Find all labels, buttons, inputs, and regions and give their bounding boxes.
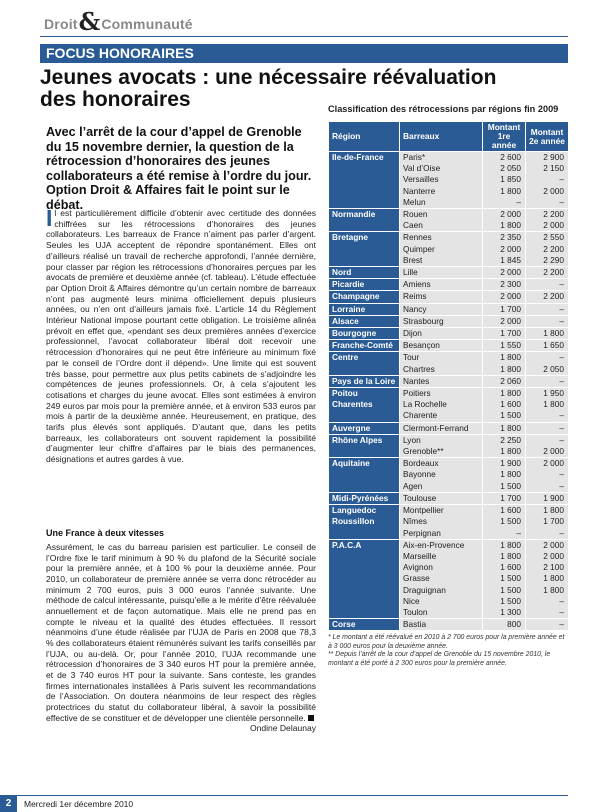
montant-1-value: 1 800	[500, 539, 521, 550]
montant-2-value: 1 700	[543, 516, 564, 527]
article-body-part2-text: Assurément, le cas du barreau parisien est particulier. Le conseil de l’Ordre fixe le tarif minimum à 90 % du plafond de la Sécurité sociale pour la première année, et à 100 % pour la deuxième année. Pour 2010, un collaborateur de première année se verra donc rétrocéder au minimum 2 700 euros, puis 3 000 euros l’année suivante. Une méthode de calcul intéressante, puisqu’elle a le mérite d’être réévaluée annuellement et de façon automatique. Mais elle ne prend pas en compte le niveau et la qualité des études effectuées. Il ressort néanmoins d’une étude réalisée par l’UJA de Paris en 2008 que 78,3 % des collaborateurs étaient rémunérés suivant les tarifs conseillés par l’UJA, ou au-delà. Or, pour l’année 2010, l’UJA recommande une rétrocession d’honoraires de 3 340 euros HT pour la première année, et de 3 740 euros HT pour la suivante. Sans conteste, les grandes firmes internationales installées à Paris suivent les recommandations de l’Association. On doutera néanmoins de leur respect des règles protectrices du statut du collaborateur libéral, à savoir la possibilité effective de se constituer et de développer une clientèle personnelle.	[46, 542, 316, 723]
table-row	[329, 340, 569, 352]
barreau-name: Toulouse	[403, 492, 437, 503]
region-cell: Lorraine	[329, 303, 400, 315]
montant-1-value: 1 800	[500, 185, 521, 196]
barreau-name: Charente	[403, 410, 438, 421]
m2-cell	[526, 279, 569, 291]
m2-cell	[526, 291, 569, 303]
barreau-name: Quimper	[403, 243, 435, 254]
barreaux-cell	[400, 458, 483, 493]
montant-2-value: –	[559, 606, 564, 617]
montant-2-value: –	[559, 315, 564, 326]
table-row	[329, 492, 569, 504]
montant-2-value: –	[559, 434, 564, 445]
montant-1-value: 2 000	[500, 243, 521, 254]
m2-cell	[526, 340, 569, 352]
m1-cell	[483, 291, 526, 303]
montant-1-value: 2 060	[500, 375, 521, 386]
m1-cell	[483, 279, 526, 291]
brand-word-communaute: Communauté	[101, 16, 193, 32]
col-header-region: Région	[329, 122, 400, 152]
m2-cell	[526, 388, 569, 423]
m1-cell	[483, 209, 526, 232]
barreau-name: Amiens	[403, 279, 431, 290]
montant-2-value: 1 950	[543, 388, 564, 399]
barreaux-cell	[400, 539, 483, 618]
montant-2-value: 1 800	[543, 505, 564, 516]
table-row	[329, 375, 569, 387]
barreau-name: Avignon	[403, 562, 433, 573]
barreaux-cell	[400, 209, 483, 232]
m1-cell	[483, 434, 526, 457]
barreau-name: Dijon	[403, 328, 422, 339]
footer-rule	[0, 795, 568, 796]
barreau-name: Aix-en-Provence	[403, 539, 465, 550]
montant-1-value: 1 500	[500, 595, 521, 606]
table-row	[329, 328, 569, 340]
montant-2-value: –	[559, 527, 564, 538]
barreau-name: Val d’Oise	[403, 163, 441, 174]
article-body-part1: Il est particulièrement difficile d’obtenir avec certitude des données chiffrées sur les rétrocessions d’honoraires des jeunes collaborateurs. Les barreaux de France n’aiment pas parler d’argent. Seules les UJA acceptent de répondre spontanément. Elles ont d’ailleurs réalisé un travail de recherche approfondi, l’année dernière, pour classer par région les rétrocessions d’honoraires perçues par les avocats de première et deuxième année (cf. tableau). L’étude effectuée par Option Droit & Affaires démontre qu’un certain nombre de barreaux n’ont pas augmenté leurs minima officiellement depuis plusieurs années, ou n’en ont d’ailleurs jamais fixé. L’article 14 du Règlement Intérieur National impose pourtant cette obligation. Le troisième alinéa prévoit en effet que, «pendant ses deux premières années d’exercice professionnel, l’avocat collaborateur libéral doit recevoir une rétrocession d’honoraires qui ne peut être inférieure au minimum fixé par le conseil de l’Ordre dont il dépend». Une limite qui est souvent très basse, pour permettre aux plus petits cabinets de s’adjoindre les compétences de jeunes professionnels. Or, à cela s’ajoutent les cotisations et charges du jeune avocat. Elles sont estimées à environ 249 euros par mois pour la première année, et à environ 533 euros par mois à partir de la deuxième année. Heureusement, en pratique, des tarifs plus élevés sont appliqués. D’autant que, dans les petits barreaux, les collaborateurs ont souvent rapidement la possibilité d’augmenter leur chiffre d’affaires par le biais des permanences, désignations et autres gardes à vue.	[46, 205, 316, 465]
montant-2-value: –	[559, 469, 564, 480]
barreau-name: Strasbourg	[403, 315, 444, 326]
barreau-name: Grenoble**	[403, 446, 444, 457]
region-cell: Bourgogne	[329, 328, 400, 340]
article-lead: Avec l’arrêt de la cour d’appel de Grenoble du 15 novembre dernier, la question de la rétrocession d’honoraires des jeunes collaborateurs a été remise à l’ordre du jour. Option Droit & Affaires fait le point sur le débat.	[46, 125, 312, 212]
barreau-name: Nantes	[403, 375, 430, 386]
m1-cell	[483, 505, 526, 540]
m2-cell	[526, 505, 569, 540]
header-rule	[40, 36, 568, 37]
issue-date: Mercredi 1er décembre 2010	[24, 799, 134, 809]
region-cell: Corse	[329, 619, 400, 631]
barreaux-cell	[400, 152, 483, 209]
table-row	[329, 209, 569, 232]
table-row	[329, 279, 569, 291]
page-number: 2	[0, 795, 17, 812]
barreau-name: Paris*	[403, 152, 426, 162]
barreau-name: Bastia	[403, 619, 427, 630]
montant-2-value: –	[559, 196, 564, 207]
table-row	[329, 388, 569, 423]
table-row	[329, 267, 569, 279]
barreau-name: Lyon	[403, 434, 421, 445]
barreaux-cell	[400, 619, 483, 631]
article-body-part2	[46, 542, 316, 734]
montant-2-value: 2 290	[543, 254, 564, 265]
montant-1-value: 2 000	[500, 315, 521, 326]
barreau-name: Chartres	[403, 363, 435, 374]
m1-cell	[483, 619, 526, 631]
m1-cell	[483, 458, 526, 493]
table-row	[329, 458, 569, 493]
montant-1-value: 1 850	[500, 174, 521, 185]
montant-1-value: 1 800	[500, 352, 521, 363]
montant-1-value: 1 800	[500, 550, 521, 561]
barreaux-cell	[400, 291, 483, 303]
m1-cell	[483, 315, 526, 327]
table-header-row	[329, 122, 569, 152]
barreau-name: Agen	[403, 480, 423, 491]
montant-2-value: 2 000	[543, 446, 564, 457]
montant-2-value: 2 000	[543, 539, 564, 550]
m2-cell	[526, 352, 569, 375]
montant-1-value: 1 800	[500, 388, 521, 399]
barreau-name: Nice	[403, 595, 420, 606]
barreaux-cell	[400, 328, 483, 340]
barreaux-cell	[400, 267, 483, 279]
retrocession-table-panel	[328, 104, 568, 668]
barreau-name: Lille	[403, 267, 418, 278]
barreau-name: Nancy	[403, 303, 427, 314]
m1-cell	[483, 328, 526, 340]
m2-cell	[526, 375, 569, 387]
region-cell: Centre	[329, 352, 400, 375]
montant-1-value: 1 800	[500, 422, 521, 433]
table-row	[329, 352, 569, 375]
montant-2-value: 2 000	[543, 185, 564, 196]
montant-1-value: 2 000	[500, 209, 521, 220]
barreau-name: Poitiers	[403, 388, 431, 399]
barreaux-cell	[400, 505, 483, 540]
m2-cell	[526, 315, 569, 327]
montant-1-value: 1 500	[500, 584, 521, 595]
m1-cell	[483, 388, 526, 423]
montant-2-value: 2 900	[543, 152, 564, 162]
barreau-name: Perpignan	[403, 527, 441, 538]
barreaux-cell	[400, 232, 483, 267]
barreau-name: Grasse	[403, 573, 430, 584]
col-header-montant-1: Montant 1re année	[483, 122, 526, 152]
m1-cell	[483, 303, 526, 315]
barreaux-cell	[400, 315, 483, 327]
article-author: Ondine Delaunay	[249, 723, 316, 734]
montant-2-value: –	[559, 595, 564, 606]
table-row	[329, 315, 569, 327]
table-row	[329, 619, 569, 631]
barreau-name: Reims	[403, 291, 427, 302]
montant-2-value: –	[559, 619, 564, 630]
m1-cell	[483, 340, 526, 352]
montant-1-value: 1 845	[500, 254, 521, 265]
montant-2-value: 2 000	[543, 458, 564, 469]
montant-1-value: 2 350	[500, 232, 521, 243]
montant-1-value: 1 900	[500, 458, 521, 469]
montant-2-value: 1 900	[543, 492, 564, 503]
region-cell: Picardie	[329, 279, 400, 291]
montant-2-value: 1 800	[543, 328, 564, 339]
barreaux-cell	[400, 388, 483, 423]
m2-cell	[526, 619, 569, 631]
barreau-name: Montpellier	[403, 505, 444, 516]
montant-1-value: 1 700	[500, 492, 521, 503]
m2-cell	[526, 539, 569, 618]
montant-1-value: 1 500	[500, 573, 521, 584]
montant-2-value: 1 800	[543, 399, 564, 410]
barreau-name: Bayonne	[403, 469, 436, 480]
table-caption: Classification des rétrocessions par régions fin 2009	[328, 104, 559, 114]
montant-1-value: 800	[507, 619, 521, 630]
montant-2-value: 2 150	[543, 163, 564, 174]
m2-cell	[526, 152, 569, 209]
barreaux-cell	[400, 279, 483, 291]
region-cell: P.A.C.A	[329, 539, 400, 618]
montant-1-value: 1 600	[500, 562, 521, 573]
montant-1-value: 2 250	[500, 434, 521, 445]
barreau-name: La Rochelle	[403, 399, 447, 410]
montant-2-value: 2 000	[543, 220, 564, 231]
col-header-montant-2: Montant 2e année	[526, 122, 569, 152]
region-cell: Franche-Comté	[329, 340, 400, 352]
montant-1-value: 2 000	[500, 291, 521, 302]
montant-1-value: –	[516, 527, 521, 538]
m1-cell	[483, 375, 526, 387]
montant-2-value: 2 100	[543, 562, 564, 573]
m1-cell	[483, 267, 526, 279]
montant-1-value: 1 500	[500, 410, 521, 421]
table-notes	[328, 634, 568, 668]
table-body	[329, 152, 569, 631]
montant-2-value: –	[559, 422, 564, 433]
montant-1-value: 2 300	[500, 279, 521, 290]
section-kicker: FOCUS HONORAIRES	[40, 44, 568, 63]
barreau-name: Brest	[403, 254, 423, 265]
montant-2-value: 1 800	[543, 573, 564, 584]
region-cell: Alsace	[329, 315, 400, 327]
region-cell: Normandie	[329, 209, 400, 232]
montant-1-value: –	[516, 196, 521, 207]
montant-2-value: 2 550	[543, 232, 564, 243]
brand-logo	[44, 7, 193, 36]
barreau-name: Caen	[403, 220, 423, 231]
montant-1-value: 1 800	[500, 446, 521, 457]
table-row	[329, 505, 569, 540]
montant-1-value: 1 800	[500, 469, 521, 480]
montant-1-value: 1 600	[500, 505, 521, 516]
montant-2-value: 2 200	[543, 267, 564, 278]
barreau-name: Besançon	[403, 340, 440, 351]
montant-1-value: 1 800	[500, 220, 521, 231]
barreau-name: Nîmes	[403, 516, 427, 527]
montant-2-value: 2 050	[543, 363, 564, 374]
region-cell: Nord	[329, 267, 400, 279]
montant-2-value: –	[559, 410, 564, 421]
montant-1-value: 1 300	[500, 606, 521, 617]
montant-1-value: 2 050	[500, 163, 521, 174]
region-cell: Champagne	[329, 291, 400, 303]
table-note-2: ** Depuis l’arrêt de la cour d’appel de Grenoble du 15 novembre 2010, le montant a été porté à 2 300 euros pour la première année.	[328, 651, 551, 667]
region-cell: Bretagne	[329, 232, 400, 267]
montant-1-value: 2 600	[500, 152, 521, 162]
m2-cell	[526, 328, 569, 340]
barreaux-cell	[400, 340, 483, 352]
region-cell: Midi-Pyrénées	[329, 492, 400, 504]
barreau-name: Melun	[403, 196, 426, 207]
table-row	[329, 152, 569, 209]
montant-1-value: 1 700	[500, 328, 521, 339]
montant-2-value: –	[559, 279, 564, 290]
montant-2-value: 2 200	[543, 291, 564, 302]
region-cell: Languedoc Roussillon	[329, 505, 400, 540]
montant-1-value: 1 800	[500, 363, 521, 374]
montant-2-value: –	[559, 480, 564, 491]
montant-1-value: 1 500	[500, 516, 521, 527]
table-row	[329, 291, 569, 303]
region-cell: Auvergne	[329, 422, 400, 434]
montant-2-value: –	[559, 375, 564, 386]
m1-cell	[483, 492, 526, 504]
barreaux-cell	[400, 352, 483, 375]
barreau-name: Tour	[403, 352, 420, 363]
m2-cell	[526, 267, 569, 279]
montant-2-value: –	[559, 174, 564, 185]
montant-1-value: 1 550	[500, 340, 521, 351]
montant-2-value: 2 200	[543, 243, 564, 254]
table-row	[329, 422, 569, 434]
region-cell: Aquitaine	[329, 458, 400, 493]
region-cell: Pays de la Loire	[329, 375, 400, 387]
table-row	[329, 303, 569, 315]
barreau-name: Draguignan	[403, 584, 446, 595]
montant-1-value: 1 500	[500, 480, 521, 491]
m1-cell	[483, 539, 526, 618]
region-cell: Poitou Charentes	[329, 388, 400, 423]
m2-cell	[526, 458, 569, 493]
table-row	[329, 539, 569, 618]
barreaux-cell	[400, 422, 483, 434]
table-note-1: * Le montant a été réévalué en 2010 à 2 700 euros pour la première année et à 3 000 euros pour la deuxième année.	[328, 634, 565, 650]
montant-2-value: 2 000	[543, 550, 564, 561]
barreau-name: Rouen	[403, 209, 428, 220]
m2-cell	[526, 232, 569, 267]
montant-2-value: –	[559, 303, 564, 314]
table-row	[329, 434, 569, 457]
barreau-name: Nanterre	[403, 185, 436, 196]
barreaux-cell	[400, 303, 483, 315]
article-headline: Jeunes avocats : une nécessaire réévaluation des honoraires	[40, 66, 497, 111]
barreau-name: Rennes	[403, 232, 432, 243]
m1-cell	[483, 232, 526, 267]
montant-1-value: 1 600	[500, 399, 521, 410]
table-row	[329, 232, 569, 267]
montant-2-value: 1 800	[543, 584, 564, 595]
col-header-barreaux: Barreaux	[400, 122, 483, 152]
m1-cell	[483, 422, 526, 434]
m2-cell	[526, 434, 569, 457]
end-mark-icon	[308, 715, 314, 721]
region-cell: Rhône Alpes	[329, 434, 400, 457]
article-subheading: Une France à deux vitesses	[46, 528, 165, 538]
brand-ampersand: &	[78, 7, 101, 36]
barreaux-cell	[400, 492, 483, 504]
m1-cell	[483, 152, 526, 209]
barreaux-cell	[400, 434, 483, 457]
barreau-name: Versailles	[403, 174, 439, 185]
barreau-name: Clermont-Ferrand	[403, 422, 469, 433]
brand-word-droit: Droit	[44, 16, 78, 32]
retrocession-table	[328, 121, 569, 631]
montant-1-value: 2 000	[500, 267, 521, 278]
montant-2-value: –	[559, 352, 564, 363]
m2-cell	[526, 492, 569, 504]
barreau-name: Marseille	[403, 550, 437, 561]
m2-cell	[526, 209, 569, 232]
region-cell: Ile-de-France	[329, 152, 400, 209]
montant-2-value: 2 200	[543, 209, 564, 220]
m1-cell	[483, 352, 526, 375]
barreau-name: Bordeaux	[403, 458, 439, 469]
barreaux-cell	[400, 375, 483, 387]
m2-cell	[526, 303, 569, 315]
m2-cell	[526, 422, 569, 434]
montant-2-value: 1 650	[543, 340, 564, 351]
barreau-name: Toulon	[403, 606, 428, 617]
montant-1-value: 1 700	[500, 303, 521, 314]
